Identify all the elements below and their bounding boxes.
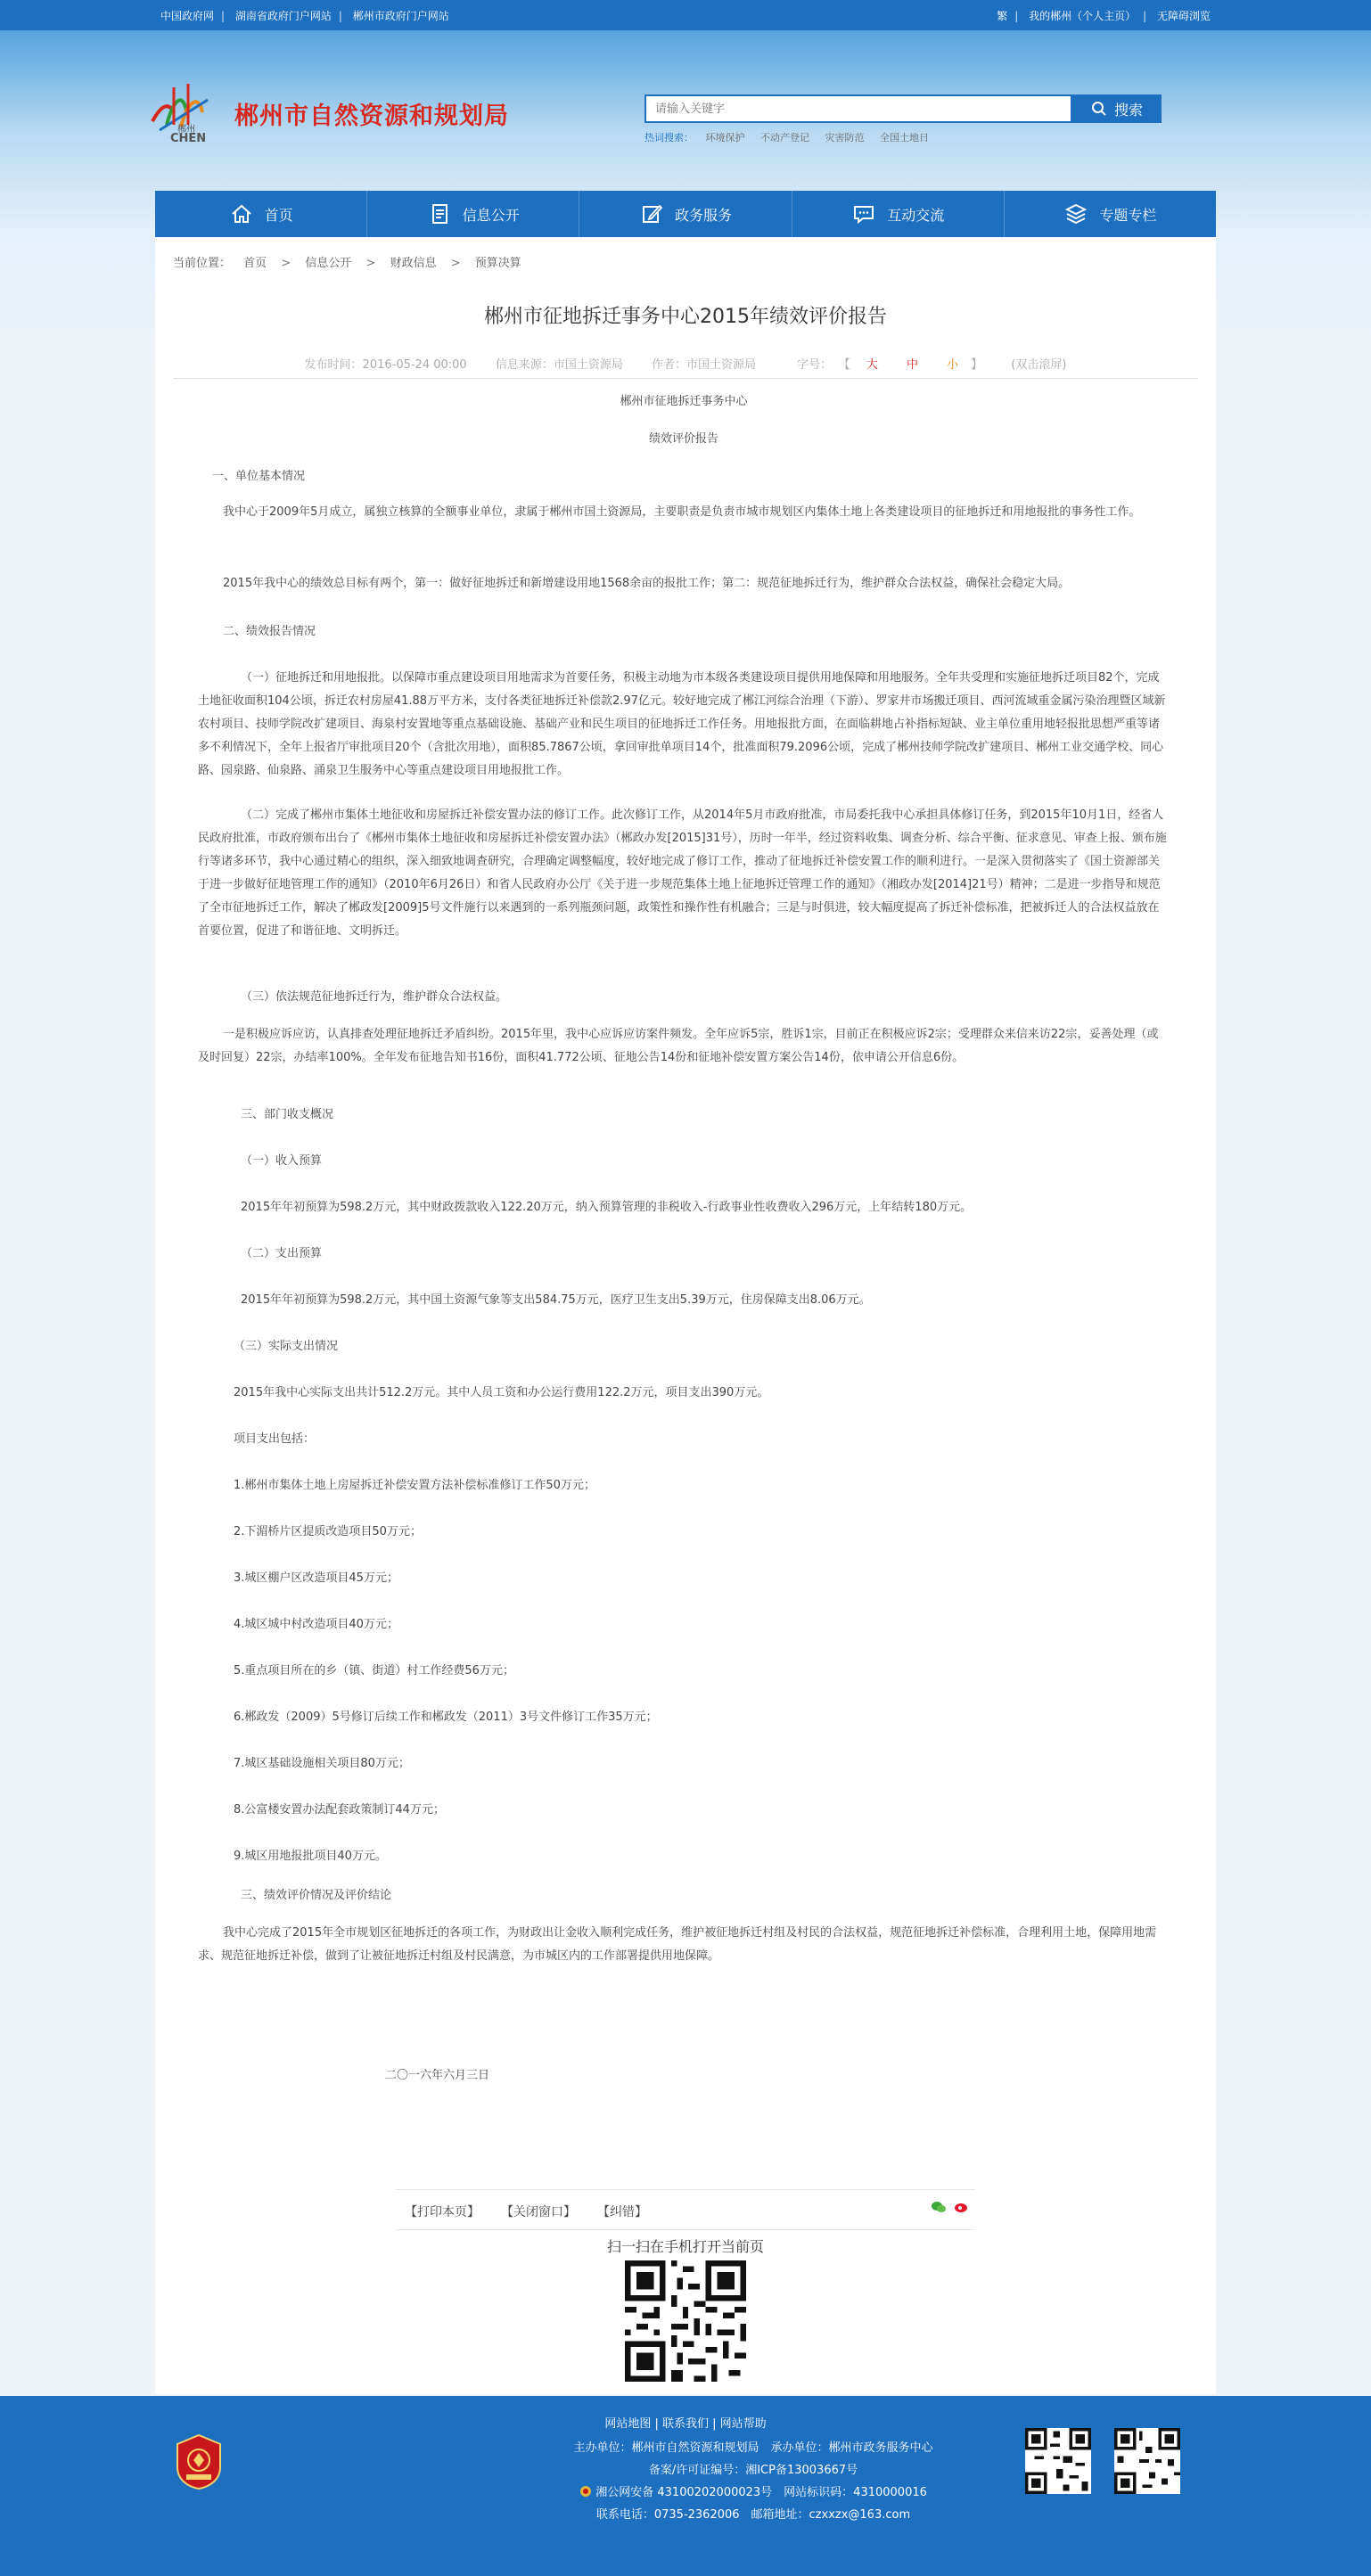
list-item: 1.郴州市集体土地上房屋拆迁补偿安置方法补偿标准修订工作50万元；	[234, 1479, 595, 1492]
publish-time: 发布时间：2016-05-24 00:00	[304, 358, 467, 372]
footer-icp[interactable]: 备案/许可证编号：湘ICP备13003667号	[648, 2464, 858, 2477]
site-title: 郴州市自然资源和规划局	[234, 103, 509, 130]
paragraph: 2015年年初预算为598.2万元，其中财政拨款收入122.20万元，纳入预算管理的非税收入-行政事业性收费收入296万元，上年结转180万元。	[241, 1201, 973, 1214]
nav-label: 政务服务	[675, 206, 733, 224]
sub-heading: （三）依法规范征地拆迁行为，维护群众合法权益。	[241, 990, 508, 1004]
breadcrumb-item[interactable]: 预算决算	[474, 257, 521, 270]
list-item: 3.城区棚户区改造项目45万元；	[234, 1571, 398, 1585]
font-size-big[interactable]: 大	[866, 358, 878, 372]
nav-item-topics[interactable]	[1005, 191, 1216, 237]
nav-label: 互动交流	[887, 206, 945, 224]
section-heading: 一、单位基本情况	[212, 470, 306, 483]
sub-heading: （三）实际支出情况	[234, 1340, 339, 1353]
hot-word[interactable]: 全国土地日	[880, 132, 929, 144]
font-size-small[interactable]: 小	[947, 358, 959, 372]
topbar-link-accessibility[interactable]: 无障碍浏览	[1156, 10, 1211, 22]
police-badge-icon	[579, 2485, 592, 2498]
print-button[interactable]: 【打印本页】	[405, 2205, 480, 2219]
nav-item-interaction[interactable]	[792, 191, 1005, 237]
article-title: 郴州市征地拆迁事务中心2015年绩效评价报告	[484, 306, 887, 328]
hot-word[interactable]: 不动产登记	[760, 132, 809, 144]
paragraph: 2015年我中心的绩效总目标有两个，第一：做好征地拆迁和新增建设用地1568余亩的报批工作；第二：规范征地拆迁行为，维护群众合法权益，确保社会稳定大局。	[223, 577, 1071, 590]
breadcrumb-item[interactable]: 首页	[243, 257, 267, 270]
weibo-share-icon[interactable]	[954, 2201, 968, 2213]
font-size-medium[interactable]: 中	[906, 358, 918, 372]
topbar-link-hunan[interactable]: 湖南省政府门户网站	[234, 10, 332, 22]
paragraph: 2015年我中心实际支出共计512.2万元。其中人员工资和办公运行费用122.2万元，项目支出390万元。	[234, 1386, 769, 1399]
logo-city-text: 郴州	[177, 125, 195, 135]
paragraph: 我中心于2009年5月成立，属独立核算的全额事业单位，隶属于郴州市国土资源局，主要职责是负责市城市规划区内集体土地上各类建设项目的征地拆迁和用地报批的事务性工作。	[223, 505, 1141, 519]
paragraph: （二）完成了郴州市集体土地征收和房屋拆迁补偿安置办法的修订工作。此次修订工作，从2014年5月市政府批准，市局委托我中心承担具体修订任务，到2015年10月1日，经省人民政府批准，市政府颁布出台了《郴州市集体土地征收和房屋拆迁补偿安置办法》（郴政办发[2015]31号），历时一年半，经过资料收集、调查分析、综合平衡、征求意见、审查上报、颁布施行等诸多环节，我中心通过精心的组织，深入细致地调查研究，合理确定调整幅度，较好地完成了修订工作，推动了征地拆迁补偿安置工作的顺利进行。一是深入贯彻落实了《国土资源部关于进一步做好征地管理工作的通知》（2010年6月26日）和省人民政府办公厅《关于进一步规范集体土地上征地拆迁管理工作的通知》（湘政办发[2014]21号）精神；二是进一步指导和规范了全市征地拆迁工作，解决了郴政发[2009]5号文件施行以来遇到的一系列瓶颈问题，政策性和操作性有机融合；三是与时俱进，较大幅度提高了拆迁补偿标准，把被拆迁人的合法权益放在首要位置，促进了和谐征地、文明拆迁。	[198, 808, 1167, 938]
top-bar: 中国政府网 | 湖南省政府门户网站 | 郴州市政府门户网站 繁 | 我的郴州（个人主页） | 无障碍浏览	[0, 0, 1371, 30]
nav-label: 专题专栏	[1099, 206, 1157, 224]
article-subtitle: 绩效评价报告	[648, 432, 718, 446]
paragraph: 一是积极应诉应访，认真排查处理征地拆迁矛盾纠纷。2015年里，我中心应诉应访案件频发。全年应诉5宗，胜诉1宗，目前正在积极应诉2宗；受理群众来信来访22宗，妥善处理（或及时回复）22宗，办结率100%。全年发布征地告知书16份，面积41.772公顷、征地公告14份和征地补偿安置方案公告14份，依申请公开信息6份。	[198, 1028, 1159, 1064]
breadcrumb-item[interactable]: 信息公开	[305, 257, 352, 270]
section-heading: 二、绩效报告情况	[223, 625, 316, 638]
section-heading: 三、绩效评价情况及评价结论	[241, 1889, 392, 1902]
wechat-share-icon[interactable]	[931, 2201, 947, 2213]
chat-icon	[851, 201, 876, 226]
scan-prompt: 扫一扫在手机打开当前页	[606, 2238, 764, 2255]
footer-qr-code-icon	[1025, 2428, 1091, 2494]
nav-item-home[interactable]	[155, 191, 367, 237]
site-logo[interactable]	[147, 80, 539, 152]
article-date: 二〇一六年六月三日	[385, 2069, 490, 2082]
topbar-link-my-chenzhou[interactable]: 我的郴州（个人主页）	[1029, 10, 1137, 22]
home-icon	[229, 201, 254, 226]
article-tools	[396, 2189, 975, 2230]
paragraph: 项目支出包括：	[234, 1432, 316, 1446]
list-item: 4.城区城中村改造项目40万元；	[234, 1618, 398, 1631]
breadcrumb: 当前位置： 首页 > 信息公开 > 财政信息 > 预算决算	[173, 257, 521, 270]
info-source: 信息来源：市国土资源局	[495, 358, 623, 372]
error-report-button[interactable]: 【纠错】	[597, 2205, 647, 2219]
search-icon	[1091, 101, 1107, 117]
footer-host: 主办单位：郴州市自然资源和规划局 承办单位：郴州市政务服务中心	[573, 2441, 933, 2455]
site-footer	[0, 2396, 1371, 2576]
edit-icon	[639, 201, 664, 226]
sub-heading: （二）支出预算	[241, 1247, 323, 1260]
hot-words-label: 热词搜索：	[644, 132, 694, 144]
nav-item-services[interactable]	[579, 191, 792, 237]
footer-police	[553, 2482, 954, 2504]
author: 作者：市国土资源局	[652, 358, 757, 372]
main-nav	[155, 191, 1216, 237]
topbar-link-chenzhou[interactable]: 郴州市政府门户网站	[352, 10, 449, 22]
search-input[interactable]	[644, 94, 1072, 123]
breadcrumb-item[interactable]: 财政信息	[390, 257, 437, 270]
double-click-scroll[interactable]: (双击滚屏)	[1011, 358, 1067, 372]
party-emblem-icon	[174, 2433, 224, 2490]
hot-words	[644, 130, 941, 144]
topbar-link-traditional[interactable]: 繁	[997, 10, 1008, 22]
list-item: 6.郴政发（2009）5号修订后续工作和郴政发（2011）3号文件修订工作35万元；	[234, 1710, 658, 1724]
paragraph: （一）征地拆迁和用地报批。以保障市重点建设项目用地需求为首要任务，积极主动地为市本级各类建设项目提供用地保障和用地服务。全年共受理和实施征地拆迁项目82个，完成土地征收面积104公顷，拆迁农村房屋41.88万平方米，支付各类征地拆迁补偿款2.97亿元。较好地完成了郴江河综合治理（下游）、罗家井市场搬迁项目、西河流域重金属污染治理暨区域新农村项目、技师学院改扩建项目、海泉村安置地等重点基础设施、基础产业和民生项目的征地拆迁工作任务。用地报批方面，在面临耕地占补指标短缺、业主单位重用地轻报批思想严重等诸多不利情况下，全年上报省厅审批项目20个（含批次用地），面积85.7867公顷，拿回审批单项目14个，批准面积79.2096公顷，完成了郴州技师学院改扩建项目、郴州工业交通学校、同心路、园泉路、仙泉路、涌泉卫生服务中心等重点建设项目用地报批工作。	[198, 671, 1166, 777]
list-item: 2.下湄桥片区提质改造项目50万元；	[234, 1525, 422, 1538]
paragraph: 我中心完成了2015年全市规划区征地拆迁的各项工作，为财政出让金收入顺利完成任务，维护被征地拆迁村组及村民的合法权益，规范征地拆迁补偿标准，合理利用土地，保障用地需求、规范征地拆迁补偿，做到了让被征地拆迁村组及村民满意，为市城区内的工作部署提供用地保障。	[198, 1926, 1157, 1963]
topbar-link-gov[interactable]: 中国政府网	[160, 10, 215, 22]
search-button[interactable]	[1072, 94, 1162, 123]
share-icons	[931, 2201, 968, 2213]
logo-en-text: CHEN	[170, 132, 207, 145]
nav-label: 首页	[264, 206, 293, 224]
document-icon	[427, 201, 452, 226]
hot-word[interactable]: 环境保护	[705, 132, 745, 144]
nav-item-info[interactable]	[367, 191, 579, 237]
search-bar	[644, 94, 1162, 123]
list-item: 5.重点项目所在的乡（镇、街道）村工作经费56万元；	[234, 1664, 514, 1678]
footer-qr-code-icon	[1114, 2428, 1180, 2494]
article-org: 郴州市征地拆迁事务中心	[620, 395, 748, 408]
footer-links[interactable]: 网站地图 | 联系我们 | 网站帮助	[604, 2417, 767, 2431]
article-meta	[155, 355, 1216, 372]
footer-contact: 联系电话：0735-2362006 邮箱地址：czxxzx@163.com	[595, 2508, 911, 2522]
footer-police-text[interactable]: 湘公网安备 43100202000023号 网站标识码：4310000016	[595, 2486, 927, 2499]
close-window-button[interactable]: 【关闭窗口】	[501, 2205, 576, 2219]
font-size-control: 字号： 【 大 中 小 】	[797, 358, 987, 372]
layers-icon	[1063, 201, 1088, 226]
qr-code-icon	[625, 2260, 746, 2382]
font-size-label: 字号：	[797, 358, 833, 372]
title-divider	[173, 378, 1198, 379]
search-button-label: 搜索	[1113, 101, 1143, 119]
sub-heading: （一）收入预算	[241, 1154, 323, 1168]
list-item: 8.公富楼安置办法配套政策制订44万元；	[234, 1803, 445, 1817]
section-heading: 三、部门收支概况	[241, 1108, 334, 1121]
list-item: 7.城区基础设施相关项目80万元；	[234, 1757, 410, 1770]
content-panel	[155, 237, 1216, 2394]
footer-info	[553, 2437, 954, 2526]
list-item: 9.城区用地报批项目40万元。	[234, 1850, 387, 1863]
breadcrumb-label: 当前位置：	[173, 257, 232, 270]
paragraph: 2015年年初预算为598.2万元，其中国土资源气象等支出584.75万元，医疗卫生支出5.39万元，住房保障支出8.06万元。	[241, 1293, 871, 1307]
hot-word[interactable]: 灾害防范	[825, 132, 865, 144]
nav-label: 信息公开	[462, 206, 520, 224]
